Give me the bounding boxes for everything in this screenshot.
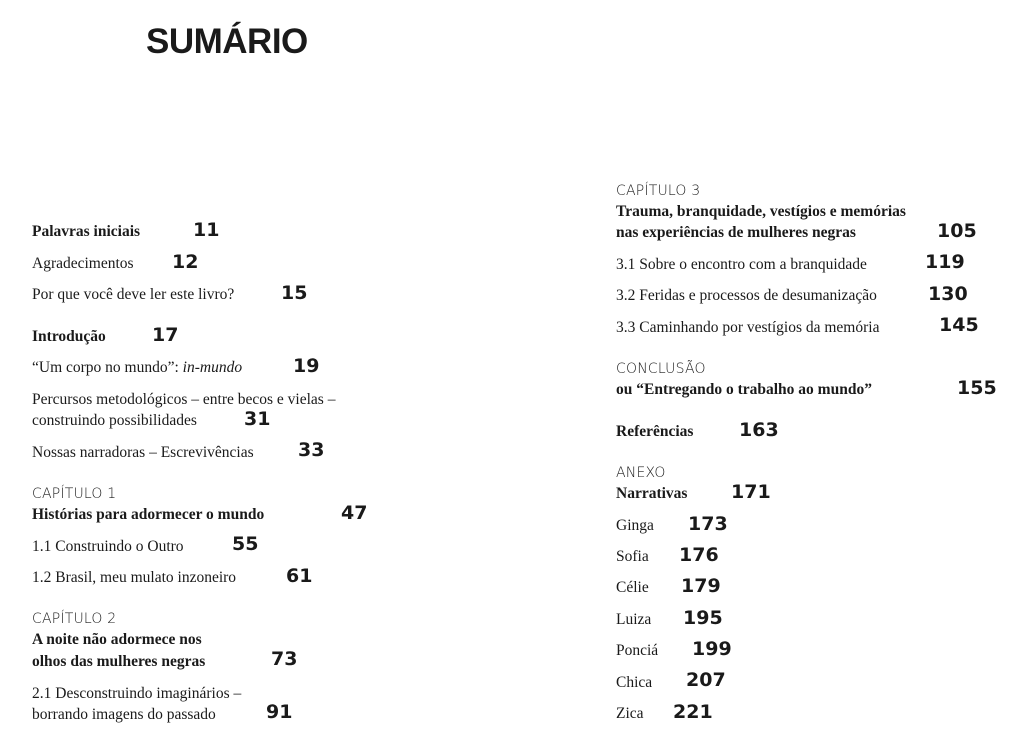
toc-entry-3-1[interactable]: 3.1 Sobre o encontro com a branquidade xyxy=(616,256,867,273)
toc-entry-2-1-line2[interactable]: borrando imagens do passado xyxy=(32,706,216,723)
toc-entry-chapter-2-title-line2[interactable]: olhos das mulheres negras xyxy=(32,653,206,670)
toc-entry-celie[interactable]: Célie xyxy=(616,579,649,596)
toc-entry-palavras-iniciais[interactable]: Palavras iniciais xyxy=(32,223,141,240)
toc-entry-percursos-line1[interactable]: Percursos metodológicos – entre becos e vielas – xyxy=(32,391,336,408)
page-number: 179 xyxy=(681,575,721,597)
toc-entry-zica[interactable]: Zica xyxy=(616,705,644,722)
page-number: 171 xyxy=(731,481,771,503)
toc-entry-3-3[interactable]: 3.3 Caminhando por vestígios da memória xyxy=(616,319,880,336)
toc-entry-conclusao-title[interactable]: ou “Entregando o trabalho ao mundo” xyxy=(616,381,872,398)
page-number: 221 xyxy=(673,701,713,723)
toc-entry-ginga[interactable]: Ginga xyxy=(616,517,654,534)
page-number: 207 xyxy=(686,669,726,691)
toc-entry-chapter-3-title-line2[interactable]: nas experiências de mulheres negras xyxy=(616,224,856,241)
toc-entry-1-1[interactable]: 1.1 Construindo o Outro xyxy=(32,538,184,555)
toc-entry-chapter-2-title-line1[interactable]: A noite não adormece nos xyxy=(32,631,202,648)
page-number: 145 xyxy=(939,314,979,336)
toc-entry-um-corpo-no-mundo[interactable] xyxy=(32,357,242,379)
page-number: 11 xyxy=(193,219,220,241)
page-number: 195 xyxy=(683,607,723,629)
page-number: 73 xyxy=(271,648,298,670)
page-number: 15 xyxy=(281,282,308,304)
page-number: 31 xyxy=(244,408,271,430)
toc-entry-2-1-line1[interactable]: 2.1 Desconstruindo imaginários – xyxy=(32,685,242,702)
page-number: 61 xyxy=(286,565,313,587)
toc-entry-referencias[interactable]: Referências xyxy=(616,423,694,440)
page-number: 33 xyxy=(298,439,325,461)
toc-entry-3-2[interactable]: 3.2 Feridas e processos de desumanização xyxy=(616,287,877,304)
page-number: 19 xyxy=(293,355,320,377)
toc-entry-poncia[interactable]: Ponciá xyxy=(616,642,659,659)
page-number: 55 xyxy=(232,533,259,555)
page-number: 163 xyxy=(739,419,779,441)
page-number: 199 xyxy=(692,638,732,660)
chapter-heading: CAPÍTULO 3 xyxy=(616,183,701,199)
toc-entry-por-que-ler[interactable]: Por que você deve ler este livro? xyxy=(32,286,235,303)
page-number: 130 xyxy=(928,283,968,305)
chapter-heading: ANEXO xyxy=(616,465,666,481)
entry-text-italic: in-mundo xyxy=(182,359,243,376)
toc-entry-percursos-line2[interactable]: construindo possibilidades xyxy=(32,412,197,429)
page-number: 105 xyxy=(937,220,977,242)
chapter-heading: CAPÍTULO 1 xyxy=(32,486,117,502)
page-number: 155 xyxy=(957,377,997,399)
chapter-heading: CAPÍTULO 2 xyxy=(32,611,117,627)
entry-text: “Um corpo no mundo”: xyxy=(32,359,183,376)
page-number: 47 xyxy=(341,502,368,524)
toc-entry-agradecimentos[interactable]: Agradecimentos xyxy=(32,255,134,272)
toc-entry-1-2[interactable]: 1.2 Brasil, meu mulato inzoneiro xyxy=(32,569,237,586)
page-number: 91 xyxy=(266,701,293,723)
page-number: 173 xyxy=(688,513,728,535)
toc-entry-introducao[interactable]: Introdução xyxy=(32,328,106,345)
toc-entry-sofia[interactable]: Sofia xyxy=(616,548,649,565)
toc-entry-luiza[interactable]: Luiza xyxy=(616,611,652,628)
toc-entry-chica[interactable]: Chica xyxy=(616,674,653,691)
page-number: 12 xyxy=(172,251,199,273)
page-number: 176 xyxy=(679,544,719,566)
toc-entry-nossas-narradoras[interactable]: Nossas narradoras – Escrevivências xyxy=(32,444,254,461)
page-title: SUMÁRIO xyxy=(146,22,308,61)
page-number: 17 xyxy=(152,324,179,346)
toc-entry-chapter-3-title-line1[interactable]: Trauma, branquidade, vestígios e memórias xyxy=(616,203,906,220)
chapter-heading: CONCLUSÃO xyxy=(616,361,706,377)
page-number: 119 xyxy=(925,251,965,273)
toc-entry-chapter-1-title[interactable]: Histórias para adormecer o mundo xyxy=(32,506,265,523)
toc-entry-narrativas[interactable]: Narrativas xyxy=(616,485,688,502)
